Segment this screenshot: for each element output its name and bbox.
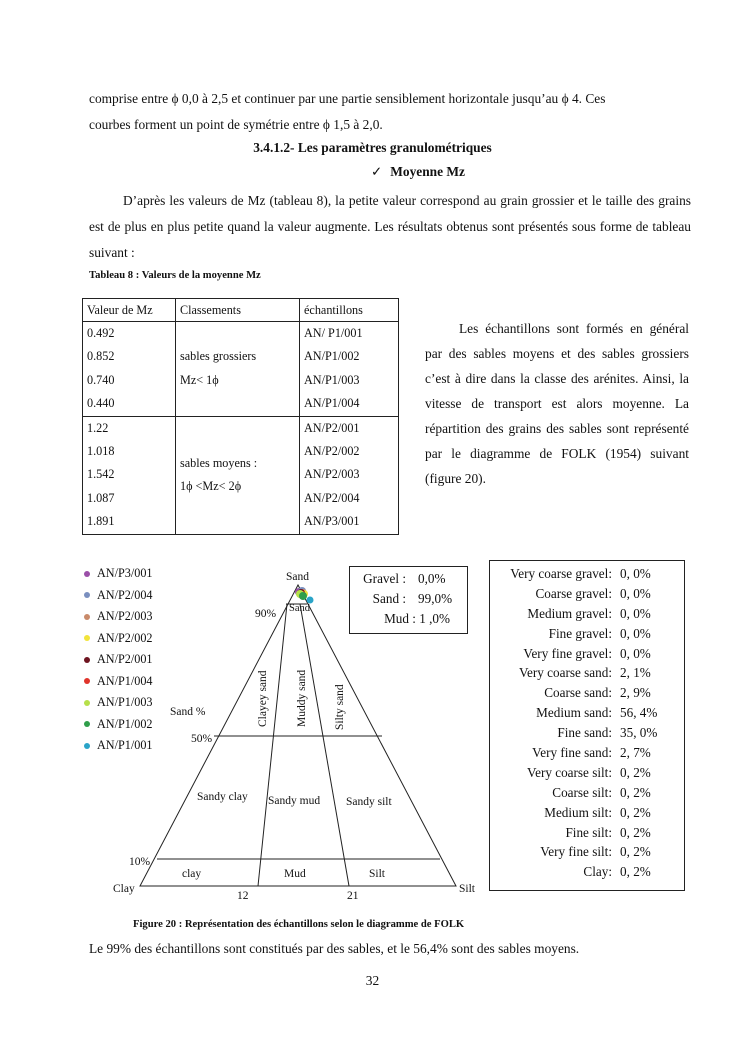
table-cell: 1.891 <box>87 514 115 529</box>
pct-90: 90% <box>255 608 277 620</box>
region-muddy-sand: Muddy sand <box>296 669 308 727</box>
fraction-row <box>490 783 684 803</box>
fraction-label: Very coarse sand: <box>518 665 612 681</box>
fraction-row <box>490 644 684 664</box>
fraction-label: Fine sand: <box>557 725 612 741</box>
side-paragraph: Les échantillons sont formés en général par des sables moyens et des sables grossiers c’est à dire dans la classe des arénites. Ainsi, la vitesse de transport est alors moyenne. La répartition des grains des sables sont représenté par le diagramme de FOLK (1954) suivant (figure 20). <box>425 321 689 486</box>
fractions-box <box>489 560 685 891</box>
fraction-label: Very fine gravel: <box>523 645 612 661</box>
legend-label: AN/P1/002 <box>97 716 153 731</box>
fraction-row <box>490 723 684 743</box>
table-cell: 1.542 <box>87 467 115 482</box>
fraction-label: Clay: <box>583 864 612 880</box>
table-cell: 1.087 <box>87 490 115 505</box>
fraction-row <box>490 683 684 703</box>
gsm-label: Gravel : <box>363 571 406 586</box>
section-heading: 3.4.1.2- Les paramètres granulométriques <box>253 140 492 155</box>
legend-label: AN/P2/003 <box>97 609 153 624</box>
fraction-value: 2, 7% <box>620 745 651 761</box>
fraction-label: Very coarse silt: <box>527 764 612 780</box>
pct-10: 10% <box>129 856 151 868</box>
table-cell: AN/P1/003 <box>304 372 360 387</box>
fraction-value: 0, 0% <box>620 585 651 601</box>
intro-line-1: comprise entre ϕ 0,0 à 2,5 et continuer par une partie sensiblement horizontale jusqu’au ϕ 4. Ces <box>89 91 606 106</box>
table-cell: 1.22 <box>87 420 109 435</box>
fraction-row <box>490 564 684 584</box>
legend-label: AN/P1/003 <box>97 695 153 710</box>
fraction-value: 2, 1% <box>620 665 651 681</box>
legend-label: AN/P1/004 <box>97 673 153 688</box>
sample-point <box>307 597 314 604</box>
region-sand: Sand <box>289 603 310 614</box>
figure-caption: Figure 20 : Représentation des échantillons selon le diagramme de FOLK <box>133 919 465 930</box>
fraction-row <box>490 703 684 723</box>
fraction-row <box>490 842 684 862</box>
fraction-value: 56, 4% <box>620 705 658 721</box>
tick-12: 12 <box>237 890 249 902</box>
conclusion-text: Le 99% des échantillons sont constitués par des sables, et le 56,4% sont des sables moyens. <box>89 941 580 956</box>
fraction-label: Fine gravel: <box>548 625 612 641</box>
region-silt: Silt <box>369 868 385 880</box>
table-cell: 1.018 <box>87 443 115 458</box>
subheading-label: Moyenne Mz <box>390 164 465 179</box>
fraction-row <box>490 823 684 843</box>
gsm-box <box>349 566 468 634</box>
fraction-label: Very fine sand: <box>532 745 612 761</box>
fraction-value: 0, 2% <box>620 844 651 860</box>
fraction-value: 0, 0% <box>620 625 651 641</box>
table-cell: AN/P2/002 <box>304 443 360 458</box>
checkmark-icon: ✓ <box>371 165 383 180</box>
axis-sand-pct: Sand % <box>170 706 206 718</box>
region-clay: clay <box>182 868 202 880</box>
fraction-value: 0, 2% <box>620 864 651 880</box>
header-echantillons: échantillons <box>300 299 399 322</box>
fraction-value: 0, 0% <box>620 605 651 621</box>
gsm-row <box>350 609 467 629</box>
table-cell: sables moyens : <box>180 455 258 470</box>
fraction-label: Medium silt: <box>544 804 612 820</box>
region-mud: Mud <box>284 868 306 880</box>
fraction-value: 2, 9% <box>620 685 651 701</box>
table-cell: 0.740 <box>87 372 115 387</box>
table-cell: Mz< 1ϕ <box>180 372 219 387</box>
table-cell: 1ϕ <Mz< 2ϕ <box>180 479 242 494</box>
gsm-row <box>350 569 467 589</box>
legend-label: AN/P1/001 <box>97 738 153 753</box>
sample-point <box>299 592 307 600</box>
region-silty-sand: Silty sand <box>334 684 346 730</box>
fraction-value: 0, 2% <box>620 824 651 840</box>
fraction-label: Fine silt: <box>565 824 612 840</box>
apex-silt: Silt <box>459 883 475 895</box>
region-sandy-mud: Sandy mud <box>268 795 321 807</box>
apex-sand: Sand <box>286 571 309 583</box>
legend-label: AN/P2/002 <box>97 630 153 645</box>
table-cell: AN/P2/004 <box>304 490 360 505</box>
table-cell: AN/P1/004 <box>304 396 360 411</box>
fraction-label: Coarse gravel: <box>535 585 612 601</box>
fraction-label: Coarse silt: <box>552 784 612 800</box>
fraction-row <box>490 743 684 763</box>
fraction-label: Very fine silt: <box>540 844 612 860</box>
table-cell: 0.440 <box>87 396 115 411</box>
page-number: 32 <box>365 973 380 988</box>
fraction-row <box>490 763 684 783</box>
gsm-value: 99,0% <box>418 591 453 606</box>
table-cell: sables grossiers <box>180 349 257 364</box>
table-cell: 0.492 <box>87 326 115 340</box>
line-21 <box>300 604 349 886</box>
fraction-value: 0, 0% <box>620 566 651 581</box>
fraction-label: Very coarse gravel: <box>510 566 612 581</box>
table-cell: 0.852 <box>87 349 115 364</box>
fraction-value: 0, 2% <box>620 764 651 780</box>
gsm-label: Mud : 1 ,0% <box>384 611 450 626</box>
body-paragraph: D’après les valeurs de Mz (tableau 8), la petite valeur correspond au grain grossier et le taille des grains est de plus en plus petite quand la valeur augmente. Les résultats obtenus sont présentés sous forme de tableau suivant : <box>89 193 691 260</box>
table-cell: AN/P2/001 <box>304 420 360 435</box>
fraction-row <box>490 584 684 604</box>
legend-label: AN/P3/001 <box>97 566 153 581</box>
intro-line-2: courbes forment un point de symétrie entre ϕ 1,5 à 2,0. <box>89 117 383 132</box>
fraction-label: Coarse sand: <box>544 685 612 701</box>
line-12 <box>258 604 287 886</box>
legend-label: AN/P2/001 <box>97 652 153 667</box>
region-sandy-clay: Sandy clay <box>197 791 248 803</box>
table-cell: AN/P3/001 <box>304 514 360 529</box>
pct-50: 50% <box>191 733 213 745</box>
fraction-row <box>490 604 684 624</box>
fraction-row <box>490 803 684 823</box>
table-cell: AN/P2/003 <box>304 467 360 482</box>
fraction-value: 0, 2% <box>620 784 651 800</box>
table-cell: AN/ P1/001 <box>304 326 363 340</box>
legend-label: AN/P2/004 <box>97 587 153 602</box>
fraction-row <box>490 862 684 882</box>
region-sandy-silt: Sandy silt <box>346 796 392 808</box>
header-classements: Classements <box>176 299 300 322</box>
gsm-row <box>350 589 467 609</box>
fraction-value: 0, 2% <box>620 804 651 820</box>
header-mz: Valeur de Mz <box>83 299 176 322</box>
tick-21: 21 <box>347 890 359 902</box>
sample-points <box>295 587 314 604</box>
fraction-label: Medium gravel: <box>527 605 612 621</box>
fraction-label: Medium sand: <box>536 705 612 721</box>
fraction-row <box>490 663 684 683</box>
gsm-label: Sand : <box>372 591 406 606</box>
table-caption: Tableau 8 : Valeurs de la moyenne Mz <box>89 270 261 281</box>
gsm-value: 0,0% <box>418 571 446 586</box>
fraction-value: 0, 0% <box>620 645 651 661</box>
table-cell: AN/P1/002 <box>304 349 360 364</box>
region-clayey-sand: Clayey sand <box>257 670 269 727</box>
fraction-row <box>490 624 684 644</box>
fraction-value: 35, 0% <box>620 725 658 741</box>
apex-clay: Clay <box>113 883 135 895</box>
